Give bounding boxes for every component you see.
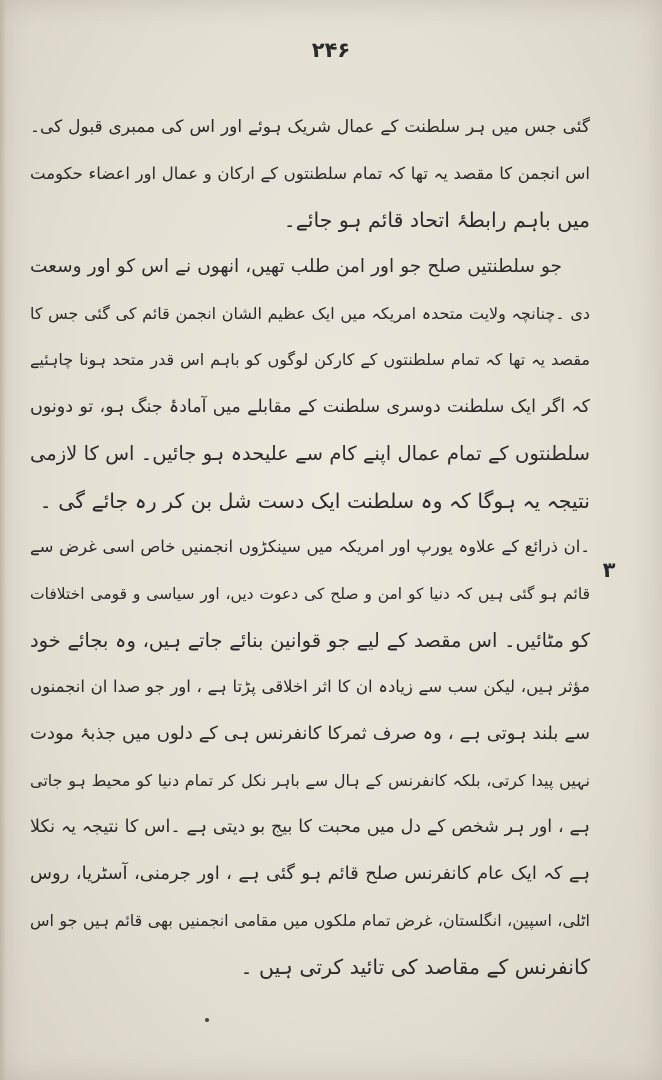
text-line: دی ۔چنانچہ ولایت متحدہ امریکہ میں ایک عظیم الشان انجمن قائم کی گئی جس کا (30, 303, 590, 323)
text-line: اس انجمن کا مقصد یہ تھا کہ تمام سلطنتوں کے ارکان و عمال اور اعضاء حکومت (30, 163, 590, 183)
item-number: ۳ (602, 558, 616, 582)
text-line: میں باہم رابطۂ اتحاد قائم ہو جائے۔ (283, 208, 590, 233)
text-line: ہے کہ ایک عام کانفرنس صلح قائم ہو گئی ہے ، اور جرمنی، آسٹریا، روس (30, 863, 590, 884)
text-line: نتیجہ یہ ہوگا کہ وہ سلطنت ایک دست شل بن کر رہ جائے گی ۔ (39, 488, 590, 513)
text-line: کہ اگر ایک سلطنت دوسری سلطنت کے مقابلے میں آمادۂ جنگ ہو، تو دونوں (30, 397, 590, 418)
text-line: کانفرنس کے مقاصد کی تائید کرتی ہیں ۔ (240, 955, 590, 980)
text-line: ۔ان ذرائع کے علاوہ یورپ اور امریکہ میں سینکڑوں انجمنیں خاص اسی غرض سے (30, 537, 590, 557)
text-line: نہیں پیدا کرتی، بلکہ کانفرنس کے ہال سے باہر نکل کر تمام دنیا کو محیط ہو جاتی (30, 770, 590, 790)
text-line: اٹلی، اسپین، انگلستان، غرض تمام ملکوں میں مقامی انجمنیں بھی قائم ہیں جو اس (30, 910, 590, 930)
text-line: سے بلند ہوتی ہے ، وہ صرف ثمرکا کانفرنس ہی کے دلوں میں جذبۂ مودت (30, 722, 590, 744)
text-line: کو مٹائیں۔ اس مقصد کے لیے جو قوانین بنائے جاتے ہیں، وہ بجائے خود (30, 628, 590, 652)
text-line: مقصد یہ تھا کہ تمام سلطنتوں کے کارکن لوگوں کو باہم اس قدر متحد ہونا چاہئیے (30, 350, 590, 370)
body-text (30, 104, 590, 991)
page-number: ۲۴۶ (311, 38, 351, 62)
ink-dot (205, 1018, 209, 1022)
text-line: سلطنتوں کے تمام عمال اپنے کام سے علیحدہ ہو جائیں۔ اس کا لازمی (30, 441, 590, 465)
text-line: جو سلطنتیں صلح جو اور امن طلب تھیں، انھوں نے اس کو اور وسعت (30, 256, 562, 278)
text-line: قائم ہو گئی ہیں کہ دنیا کو امن و صلح کی دعوت دیں، اور سیاسی و قومی اختلافات (30, 584, 590, 603)
text-line: ہے ، اور ہر شخص کے دل میں محبت کا بیج بو دیتی ہے ۔اس کا نتیجہ یہ نکلا (30, 817, 590, 838)
text-line: گئی جس میں ہر سلطنت کے عمال شریک ہوئے اور اس کی ممبری قبول کی۔ (30, 117, 590, 137)
text-line: مؤثر ہیں، لیکن سب سے زیادہ ان کا اثر اخلاقی پڑتا ہے ، اور جو صدا ان انجمنوں (30, 677, 590, 697)
